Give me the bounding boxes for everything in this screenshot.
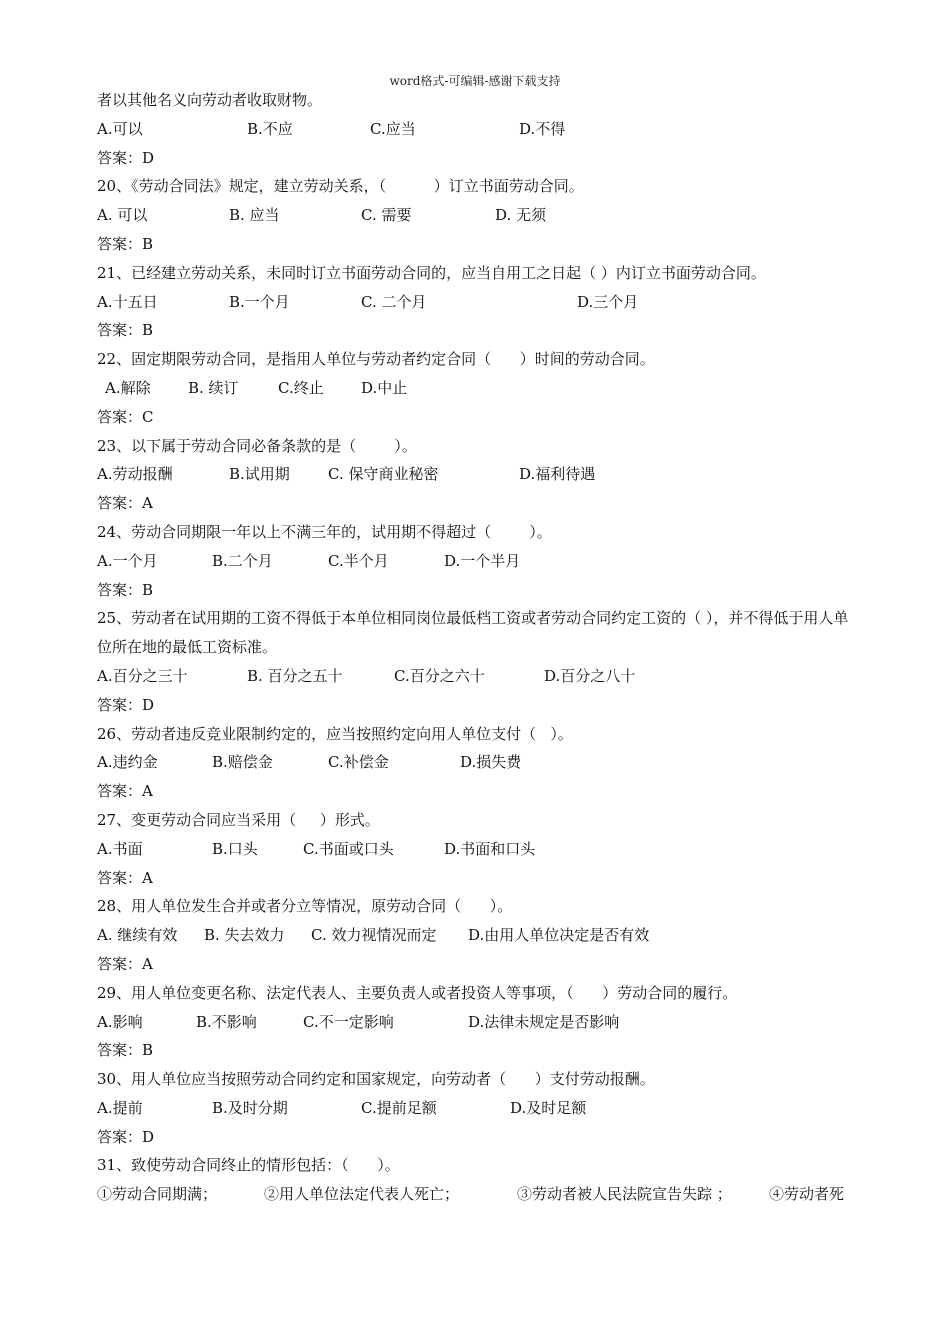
option-b: B. 百分之五十 — [247, 666, 343, 685]
option-a: A.劳动报酬 — [97, 465, 173, 484]
option-a: A.可以 — [97, 119, 143, 138]
q24-question: 24、劳动合同期限一年以上不满三年的，试用期不得超过（ ）。 — [97, 522, 552, 541]
option-a: A.影响 — [97, 1012, 143, 1031]
q30-question: 30、用人单位应当按照劳动合同约定和国家规定，向劳动者（ ）支付劳动报酬。 — [97, 1070, 655, 1089]
option-c: C.百分之六十 — [394, 666, 485, 685]
option-d: D.及时足额 — [510, 1098, 587, 1117]
option-d: D.三个月 — [577, 292, 639, 311]
q26-answer: 答案：A — [97, 782, 153, 801]
option-c: C.补偿金 — [328, 753, 389, 772]
option-b: B.及时分期 — [212, 1098, 288, 1117]
option-a: A.书面 — [97, 839, 143, 858]
option-d: D.百分之八十 — [544, 666, 636, 685]
q23-options — [97, 460, 857, 489]
q25-answer: 答案：D — [97, 695, 155, 714]
q19-answer: 答案：D — [97, 148, 155, 167]
option-b: B.不应 — [247, 119, 293, 138]
option-b: B.不影响 — [196, 1012, 257, 1031]
q28-question: 28、用人单位发生合并或者分立等情况，原劳动合同（ ）。 — [97, 897, 513, 916]
q20-answer: 答案：B — [97, 234, 154, 253]
option-c: C. 效力视情况而定 — [311, 926, 437, 945]
question-list — [97, 86, 857, 1209]
q28-options — [97, 921, 857, 950]
option-a: A. 可以 — [97, 206, 148, 225]
q30-options — [97, 1094, 857, 1123]
option-d: D.书面和口头 — [444, 839, 536, 858]
q21-answer: 答案：B — [97, 321, 154, 340]
q27-question: 27、变更劳动合同应当采用（ ）形式。 — [97, 810, 380, 829]
q30-answer: 答案：D — [97, 1127, 155, 1146]
option-c: C.半个月 — [328, 551, 389, 570]
option-c: C. 需要 — [361, 206, 412, 225]
option-a: A.百分之三十 — [97, 666, 188, 685]
option-b: B. 续订 — [188, 378, 239, 397]
q31-item-2: ②用人单位法定代表人死亡； — [264, 1185, 460, 1204]
q31-items — [97, 1180, 857, 1209]
q25-options — [97, 662, 857, 691]
q23-question: 23、以下属于劳动合同必备条款的是（ ）。 — [97, 436, 417, 455]
q22-answer: 答案：C — [97, 407, 154, 426]
option-b: B.口头 — [212, 839, 258, 858]
option-c: C.应当 — [370, 119, 416, 138]
option-b: B. 应当 — [229, 206, 280, 225]
q25-question: 25、劳动者在试用期的工资不得低于本单位相同岗位最低档工资或者劳动合同约定工资的（ ），并不得低于用人单位所在地的最低工资标准。 — [97, 609, 849, 657]
option-a: A. 继续有效 — [97, 926, 178, 945]
q31-question: 31、致使劳动合同终止的情形包括：（ ）。 — [97, 1156, 400, 1175]
q28-answer: 答案：A — [97, 954, 153, 973]
option-d: D.由用人单位决定是否有效 — [468, 926, 650, 945]
option-d: D.损失费 — [460, 753, 522, 772]
option-d: D.福利待遇 — [519, 465, 596, 484]
option-c: C. 二个月 — [361, 292, 427, 311]
option-d: D.不得 — [519, 119, 566, 138]
q31-item-1: ①劳动合同期满； — [97, 1185, 218, 1204]
q29-answer: 答案：B — [97, 1041, 154, 1060]
q20-question: 20、《劳动合同法》规定，建立劳动关系，（ ）订立书面劳动合同。 — [97, 177, 584, 196]
q19-options — [97, 115, 857, 144]
option-a: A.违约金 — [97, 753, 158, 772]
q24-options — [97, 547, 857, 576]
q20-options — [97, 201, 857, 230]
q31-item-3: ③劳动者被人民法院宣告失踪 ； — [517, 1185, 732, 1204]
option-d: D.一个半月 — [444, 551, 521, 570]
option-c: C.书面或口头 — [303, 839, 394, 858]
q22-options — [97, 374, 857, 403]
option-d: D.法律未规定是否影响 — [468, 1012, 620, 1031]
page-header: word格式-可编辑-感谢下载支持 — [389, 74, 561, 88]
option-a: A.提前 — [97, 1098, 143, 1117]
q19-tail: 者以其他名义向劳动者收取财物。 — [97, 91, 323, 109]
q27-answer: 答案：A — [97, 868, 153, 887]
q26-options — [97, 748, 857, 777]
q21-options — [97, 288, 857, 317]
option-d: D. 无须 — [495, 206, 547, 225]
option-c: C.终止 — [278, 378, 324, 397]
option-a: A.解除 — [105, 378, 151, 397]
option-c: C.不一定影响 — [303, 1012, 394, 1031]
q23-answer: 答案：A — [97, 494, 153, 513]
option-d: D.中止 — [361, 378, 408, 397]
option-a: A.十五日 — [97, 292, 158, 311]
q31-item-4: ④劳动者死 — [769, 1185, 845, 1204]
q26-question: 26、劳动者违反竞业限制约定的，应当按照约定向用人单位支付（ ）。 — [97, 724, 573, 743]
q22-question: 22、固定期限劳动合同，是指用人单位与劳动者约定合同（ ）时间的劳动合同。 — [97, 350, 655, 369]
q29-options — [97, 1008, 857, 1037]
option-a: A.一个月 — [97, 551, 158, 570]
q29-question: 29、用人单位变更名称、法定代表人、主要负责人或者投资人等事项，（ ）劳动合同的履行。 — [97, 983, 738, 1002]
option-b: B.赔偿金 — [212, 753, 273, 772]
option-c: C.提前足额 — [361, 1098, 437, 1117]
option-b: B. 失去效力 — [204, 926, 285, 945]
option-b: B.试用期 — [229, 465, 290, 484]
option-c: C. 保守商业秘密 — [328, 465, 439, 484]
option-b: B.一个月 — [229, 292, 290, 311]
q24-answer: 答案：B — [97, 580, 154, 599]
option-b: B.二个月 — [212, 551, 273, 570]
q27-options — [97, 835, 857, 864]
q21-question: 21、已经建立劳动关系，未同时订立书面劳动合同的，应当自用工之日起（ ）内订立书面劳动合同。 — [97, 263, 766, 282]
